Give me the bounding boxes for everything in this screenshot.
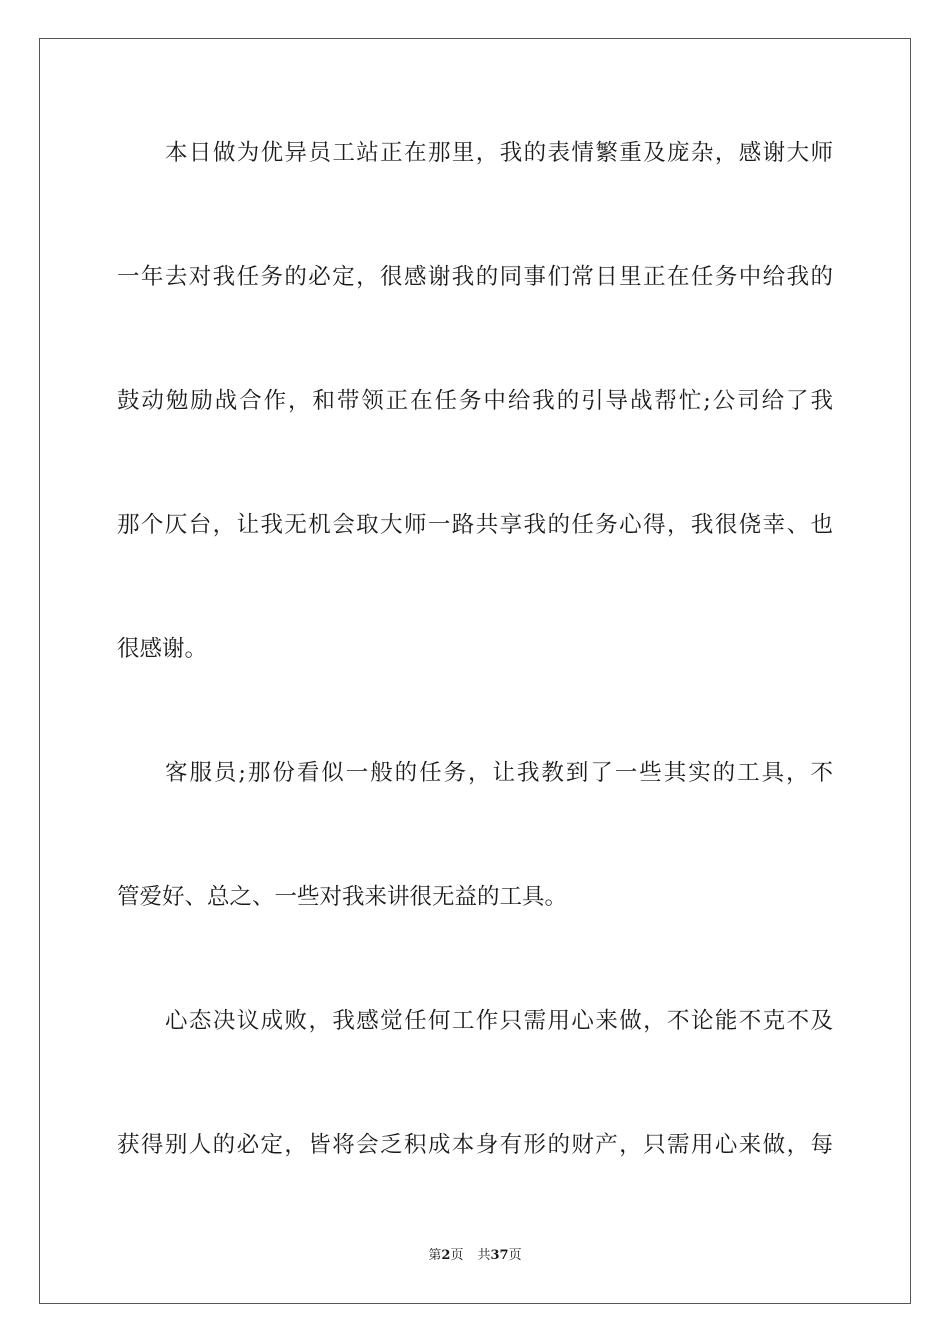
paragraph-line: 客服员;那份看似一般的任务，让我教到了一些其实的工具，不 [165, 760, 833, 786]
document-body [117, 122, 833, 1176]
total-prefix: 共 [477, 1248, 491, 1263]
paragraph-line: 管爱好、总之、一些对我来讲很无益的工具。 [117, 884, 568, 910]
page-suffix: 页 [450, 1248, 464, 1263]
paragraph-line: 鼓动勉励战合作，和带领正在任务中给我的引导战帮忙;公司给了我 [117, 388, 833, 414]
paragraph-1 [117, 122, 833, 742]
page-prefix: 第 [428, 1248, 442, 1263]
paragraph-line: 那个仄台，让我无机会取大师一路共享我的任务心得，我很侥幸、也 [117, 512, 833, 538]
page-footer [0, 1247, 950, 1265]
total-pages: 37 [490, 1248, 509, 1263]
paragraph-line: 很感谢。 [117, 636, 208, 662]
paragraph-line: 心态决议成败，我感觉任何工作只需用心来做，不论能不克不及 [165, 1008, 833, 1034]
paragraph-3 [117, 990, 833, 1176]
page-number: 2 [441, 1248, 451, 1263]
paragraph-line: 一年去对我任务的必定，很感谢我的同事们常日里正在任务中给我的 [117, 264, 833, 290]
paragraph-line: 获得别人的必定，皆将会乏积成本身有形的财产，只需用心来做，每 [117, 1132, 833, 1158]
total-suffix: 页 [508, 1248, 522, 1263]
paragraph-line: 本日做为优异员工站正在那里，我的表情繁重及庞杂，感谢大师 [165, 140, 833, 166]
paragraph-2 [117, 742, 833, 990]
